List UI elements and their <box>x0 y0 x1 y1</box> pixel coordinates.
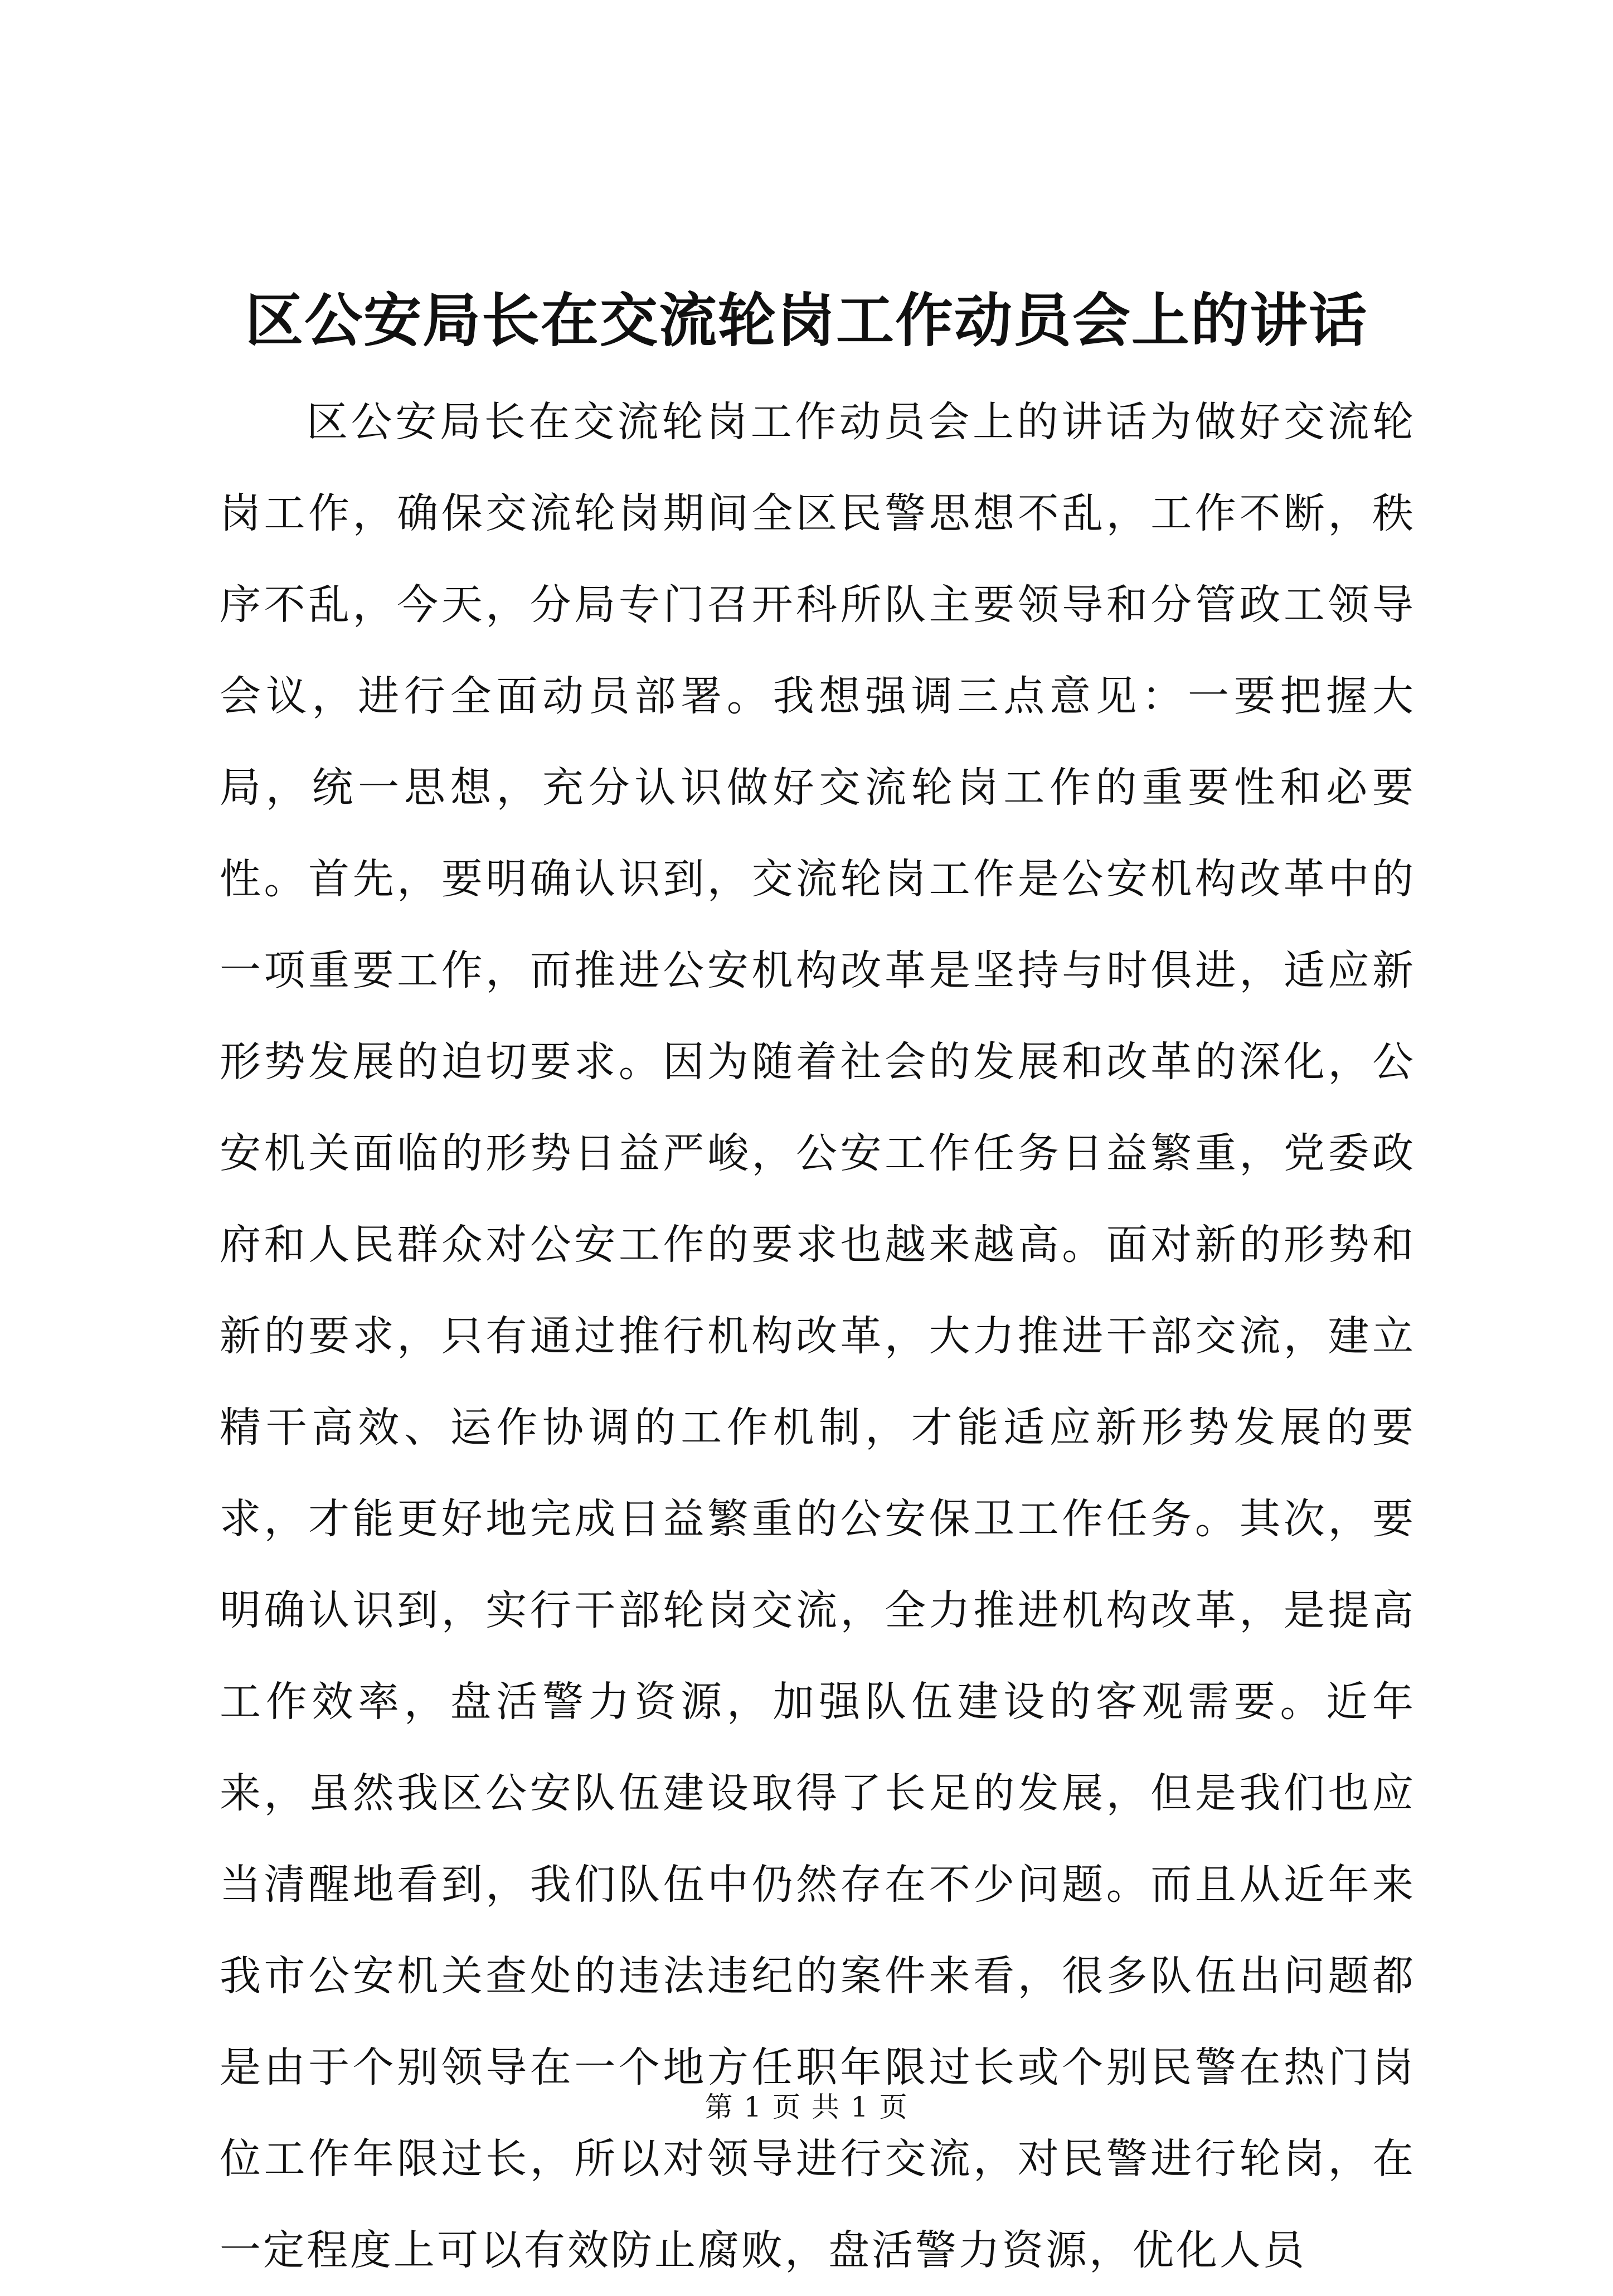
document-body-paragraph: 区公安局长在交流轮岗工作动员会上的讲话为做好交流轮岗工作，确保交流轮岗期间全区民警思想不乱，工作不断，秩序不乱，今天，分局专门召开科所队主要领导和分管政工领导会议，进行全面动员部署。我想强调三点意见：一要把握大局，统一思想，充分认识做好交流轮岗工作的重要性和必要性。首先，要明确认识到，交流轮岗工作是公安机构改革中的一项重要工作，而推进公安机构改革是坚持与时俱进，适应新形势发展的迫切要求。因为随着社会的发展和改革的深化，公安机关面临的形势日益严峻，公安工作任务日益繁重，党委政府和人民群众对公安工作的要求也越来越高。面对新的形势和新的要求，只有通过推行机构改革，大力推进干部交流，建立精干高效、运作协调的工作机制，才能适应新形势发展的要求，才能更好地完成日益繁重的公安保卫工作任务。其次，要明确认识到，实行干部轮岗交流，全力推进机构改革，是提高工作效率，盘活警力资源，加强队伍建设的客观需要。近年来，虽然我区公安队伍建设取得了长足的发展，但是我们也应当清醒地看到，我们队伍中仍然存在不少问题。而且从近年来我市公安机关查处的违法违纪的案件来看，很多队伍出问题都是由于个别领导在一个地方任职年限过长或个别民警在热门岗位工作年限过长，所以对领导进行交流，对民警进行轮岗，在一定程度上可以有效防止腐败，盘活警力资源，优化人员 <box>220 398 1416 2274</box>
document-title: 区公安局长在交流轮岗工作动员会上的讲话 <box>245 286 1368 355</box>
page-number-footer: 第 1 页 共 1 页 <box>705 2091 908 2123</box>
